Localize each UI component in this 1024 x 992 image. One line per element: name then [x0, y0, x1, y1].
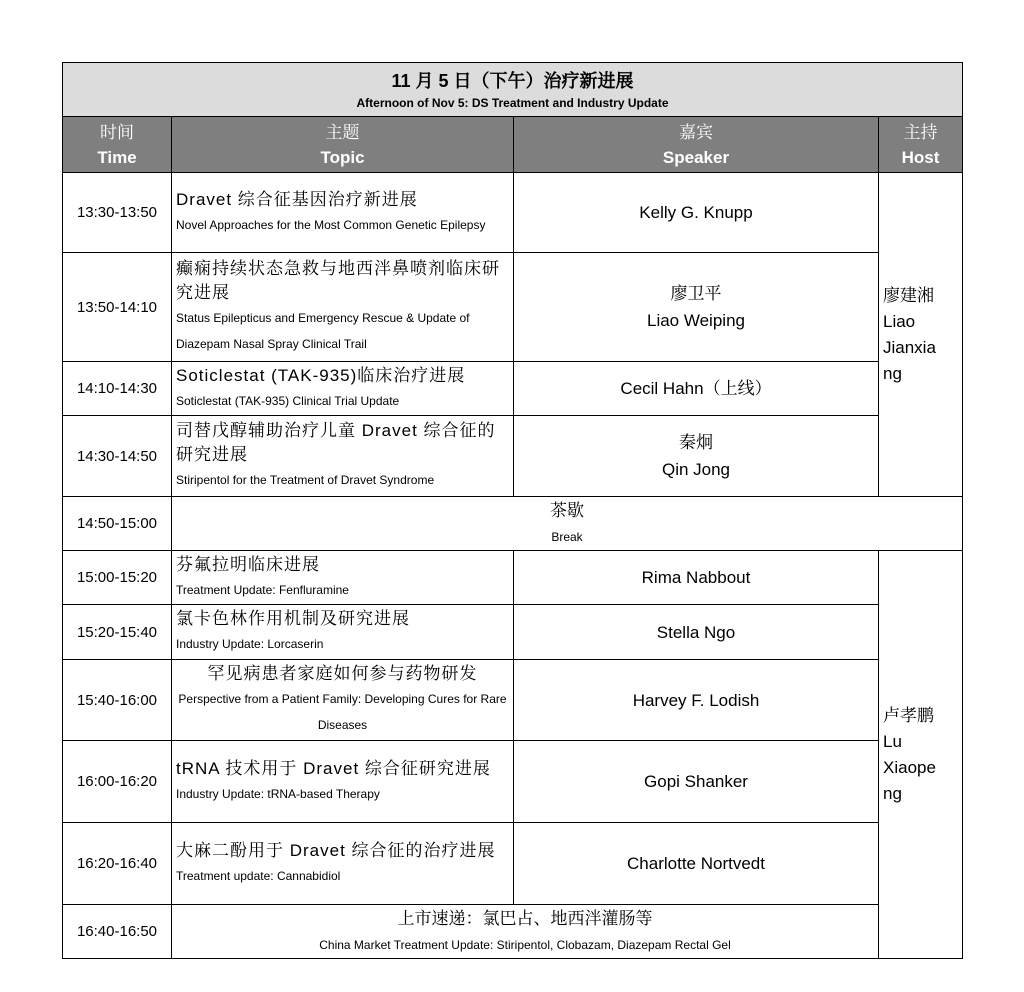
- session-topic: [172, 362, 514, 416]
- column-header-en: Topic: [320, 147, 365, 167]
- session-time: 15:00-15:20: [63, 551, 172, 605]
- host-name-zh: 廖建湘: [883, 285, 934, 305]
- topic-zh: 氯卡色林作用机制及研究进展: [176, 609, 410, 628]
- table-row: [63, 605, 963, 660]
- column-header-row: [63, 117, 963, 173]
- topic-zh: Soticlestat (TAK-935)临床治疗进展: [176, 365, 466, 385]
- topic-en: Novel Approaches for the Most Common Genetic Epilepsy: [176, 217, 486, 232]
- table-row: [63, 660, 963, 741]
- topic-en: Industry Update: Lorcaserin: [176, 637, 324, 651]
- table-row: [63, 253, 963, 362]
- session-speaker: [514, 253, 879, 362]
- break-label-zh: 茶歇: [550, 500, 585, 520]
- session-time: 16:20-16:40: [63, 823, 172, 905]
- column-header-en: Time: [97, 147, 137, 167]
- session-speaker: Gopi Shanker: [514, 741, 879, 823]
- schedule-title: [63, 63, 963, 117]
- topic-en: Soticlestat (TAK-935) Clinical Trial Update: [176, 393, 400, 408]
- table-row: [63, 173, 963, 253]
- topic-zh: tRNA 技术用于 Dravet 综合征研究进展: [176, 758, 491, 778]
- column-header-zh: 时间: [100, 122, 134, 142]
- topic-zh: Dravet 综合征基因治疗新进展: [176, 189, 418, 209]
- speaker-name-zh: 廖卫平: [670, 284, 722, 303]
- session-time: 14:30-14:50: [63, 416, 172, 497]
- column-header-zh: 主题: [325, 122, 360, 142]
- session-topic: [172, 823, 514, 905]
- session-speaker: Stella Ngo: [514, 605, 879, 660]
- host-cell: [879, 551, 963, 959]
- topic-zh: 芬氟拉明临床进展: [176, 554, 320, 574]
- session-speaker: Charlotte Nortvedt: [514, 823, 879, 905]
- topic-en: Industry Update: tRNA-based Therapy: [176, 786, 380, 801]
- session-topic: [172, 416, 514, 497]
- title-zh: 11 月 5 日（下午）治疗新进展: [391, 70, 634, 91]
- session-topic: [172, 173, 514, 253]
- speaker-name-zh: 秦炯: [679, 433, 713, 452]
- host-name-en: Liao: [883, 311, 916, 331]
- session-topic: [172, 660, 514, 741]
- session-topic: [172, 253, 514, 362]
- host-name-en: ng: [883, 783, 902, 803]
- host-name-en: Jianxia: [883, 337, 936, 357]
- topic-zh: 癫痫持续状态急救与地西泮鼻喷剂临床研究进展: [176, 259, 500, 302]
- column-header-topic: [172, 117, 514, 173]
- session-time: 15:40-16:00: [63, 660, 172, 741]
- session-speaker: Kelly G. Knupp: [514, 173, 879, 253]
- host-cell: [879, 173, 963, 497]
- market-row: [63, 905, 963, 959]
- column-header-time: [63, 117, 172, 173]
- column-header-en: Speaker: [662, 147, 730, 167]
- host-name-en: ng: [883, 363, 902, 383]
- session-time: 14:10-14:30: [63, 362, 172, 416]
- break-cell: [172, 497, 963, 551]
- topic-en: Treatment update: Cannabidiol: [176, 868, 341, 883]
- topic-zh: 罕见病患者家庭如何参与药物研发: [207, 664, 478, 683]
- table-row: [63, 362, 963, 416]
- speaker-name-en: Liao Weiping: [647, 311, 745, 330]
- break-row: [63, 497, 963, 551]
- column-header-host: [879, 117, 963, 173]
- table-row: [63, 551, 963, 605]
- session-topic: [172, 741, 514, 823]
- session-speaker: Cecil Hahn（上线）: [514, 362, 879, 416]
- session-topic: [172, 551, 514, 605]
- topic-en: Status Epilepticus and Emergency Rescue & Update of Diazepam Nasal Spray Clinical Trail: [176, 311, 470, 351]
- table-row: [63, 823, 963, 905]
- break-time: 14:50-15:00: [63, 497, 172, 551]
- session-topic: [172, 605, 514, 660]
- session-time: 16:00-16:20: [63, 741, 172, 823]
- topic-en: Treatment Update: Fenfluramine: [176, 582, 349, 597]
- schedule-table: [62, 62, 963, 959]
- column-header-zh: 嘉宾: [679, 122, 713, 142]
- column-header-zh: 主持: [903, 122, 938, 142]
- session-time: 13:50-14:10: [63, 253, 172, 362]
- session-speaker: [514, 416, 879, 497]
- host-name-en: Lu: [883, 731, 902, 751]
- session-time: 13:30-13:50: [63, 173, 172, 253]
- break-label-en: Break: [551, 529, 583, 544]
- column-header-speaker: [514, 117, 879, 173]
- topic-zh: 司替戊醇辅助治疗儿童 Dravet 综合征的研究进展: [176, 421, 496, 464]
- table-row: [63, 741, 963, 823]
- host-name-zh: 卢孝鹏: [883, 705, 934, 725]
- session-time: 15:20-15:40: [63, 605, 172, 660]
- column-header-en: Host: [901, 147, 940, 167]
- topic-en: Perspective from a Patient Family: Developing Cures for Rare Diseases: [178, 692, 507, 732]
- session-speaker: Rima Nabbout: [514, 551, 879, 605]
- host-name-en: Xiaope: [883, 757, 936, 777]
- session-speaker: Harvey F. Lodish: [514, 660, 879, 741]
- topic-en: Stiripentol for the Treatment of Dravet Syndrome: [176, 473, 435, 487]
- market-label-en: China Market Treatment Update: Stiripentol, Clobazam, Diazepam Rectal Gel: [319, 937, 731, 952]
- market-cell: [172, 905, 879, 959]
- table-row: [63, 416, 963, 497]
- speaker-name-en: Qin Jong: [661, 460, 731, 479]
- market-label-zh: 上市速递：氯巴占、地西泮灌肠等: [397, 908, 653, 928]
- title-en: Afternoon of Nov 5: DS Treatment and Industry Update: [356, 95, 669, 110]
- market-time: 16:40-16:50: [63, 905, 172, 959]
- title-row: [63, 63, 963, 117]
- topic-zh: 大麻二酚用于 Dravet 综合征的治疗进展: [176, 840, 496, 860]
